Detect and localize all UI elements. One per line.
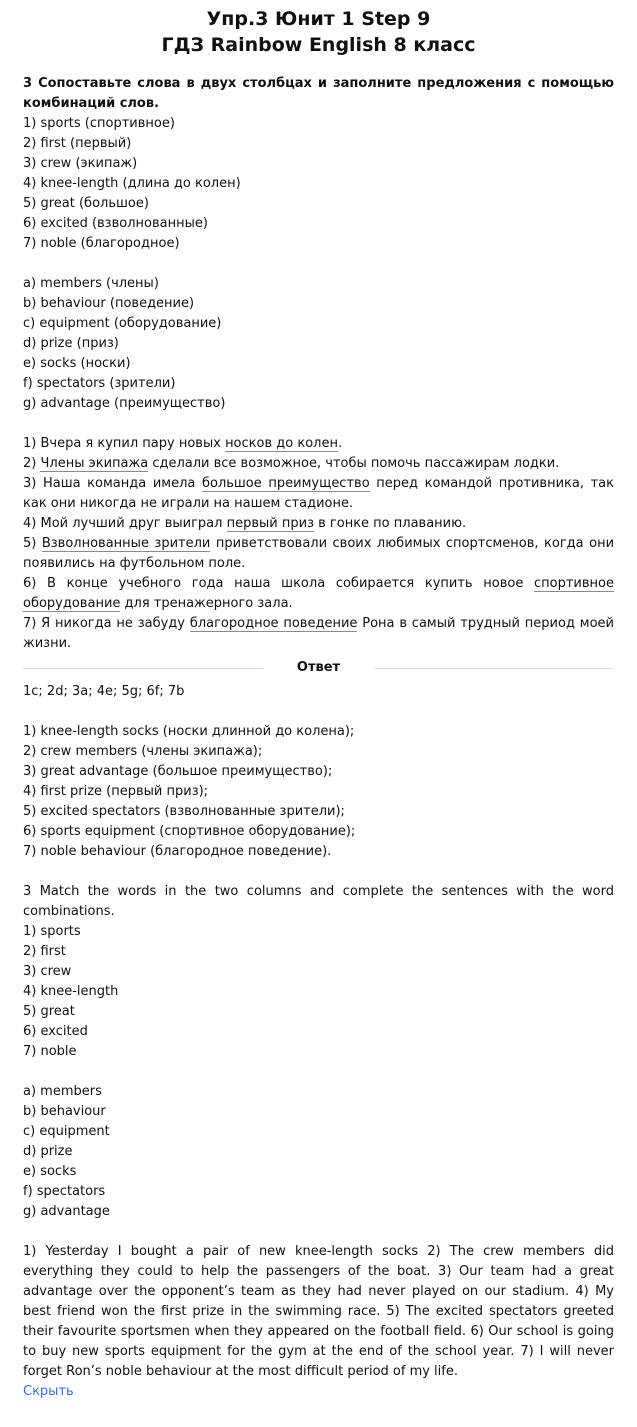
list-item: g) advantage <box>23 1204 110 1219</box>
list-item: 5) great (большое) <box>23 196 149 211</box>
list-item: 1) knee-length socks (носки длинной до колена); <box>23 724 355 739</box>
list-item: 1) sports <box>23 924 81 939</box>
sentence-6: 6) В конце учебного года наша школа собирается купить новое спортивное оборудование для тренажерного зала. <box>23 576 614 611</box>
word-column-2-ru <box>23 274 614 414</box>
list-item: d) prize <box>23 1144 73 1159</box>
page-title-line2: ГДЗ Rainbow English 8 класс <box>161 34 476 56</box>
list-item: 4) knee-length <box>23 984 119 999</box>
underlined-phrase: благородное поведение <box>189 616 358 631</box>
list-item: 3) great advantage (большое преимущество); <box>23 764 333 779</box>
word-column-1-en <box>23 922 614 1062</box>
sentence-2: 2) Члены экипажа сделали все возможное, чтобы помочь пассажирам лодки. <box>23 456 560 471</box>
task-heading-ru: 3 Сопоставьте слова в двух столбцах и заполните предложения с помощью комбинаций слов. <box>23 76 614 111</box>
list-item: 4) first prize (первый приз); <box>23 784 209 799</box>
underlined-phrase: Члены экипажа <box>40 456 149 471</box>
list-item: 3) crew <box>23 964 72 979</box>
list-item: 1) sports (спортивное) <box>23 116 175 131</box>
word-column-2-en <box>23 1082 614 1222</box>
list-item: 2) first (первый) <box>23 136 132 151</box>
list-item: e) socks (носки) <box>23 356 131 371</box>
answer-section <box>23 682 614 1402</box>
list-item: 7) noble (благородное) <box>23 236 180 251</box>
list-item: d) prize (приз) <box>23 336 119 351</box>
list-item: a) members <box>23 1084 102 1099</box>
list-item: f) spectators (зрители) <box>23 376 176 391</box>
underlined-phrase: спортивное оборудование <box>23 576 614 611</box>
answer-label: Ответ <box>296 660 341 675</box>
list-item: 2) crew members (члены экипажа); <box>23 744 263 759</box>
list-item: 6) excited (взволнованные) <box>23 216 208 231</box>
divider-line-left <box>23 668 263 669</box>
answer-divider <box>23 658 614 678</box>
page-header <box>23 6 614 58</box>
task-russian <box>23 74 614 654</box>
hide-answer-link[interactable]: Скрыть <box>23 1384 74 1399</box>
list-item: 7) noble behaviour (благородное поведение). <box>23 844 332 859</box>
sentence-1: 1) Вчера я купил пару новых носков до колен. <box>23 436 343 451</box>
sentence-4: 4) Мой лучший друг выиграл первый приз в гонке по плаванию. <box>23 516 467 531</box>
list-item: 5) great <box>23 1004 75 1019</box>
page-title-line1: Упр.3 Юнит 1 Step 9 <box>206 8 431 30</box>
list-item: 3) crew (экипаж) <box>23 156 138 171</box>
sentence-7: 7) Я никогда не забуду благородное поведение Рона в самый трудный период моей жизни. <box>23 616 614 651</box>
list-item: c) equipment <box>23 1124 110 1139</box>
sentence-5: 5) Взволнованные зрители приветствовали своих любимых спортсменов, когда они появились на футбольном поле. <box>23 536 615 571</box>
answer-combinations <box>23 722 614 862</box>
list-item: 5) excited spectators (взволнованные зрители); <box>23 804 345 819</box>
list-item: 2) first <box>23 944 66 959</box>
list-item: b) behaviour (поведение) <box>23 296 195 311</box>
word-column-1-ru <box>23 114 614 254</box>
list-item: 6) excited <box>23 1024 88 1039</box>
list-item: f) spectators <box>23 1184 106 1199</box>
list-item: b) behaviour <box>23 1104 106 1119</box>
sentences-ru <box>23 434 614 654</box>
divider-line-right <box>374 668 614 669</box>
list-item: a) members (члены) <box>23 276 159 291</box>
task-heading-en: 3 Match the words in the two columns and complete the sentences with the word combinations. <box>23 884 614 919</box>
list-item: c) equipment (оборудование) <box>23 316 222 331</box>
sentences-en-paragraph: 1) Yesterday I bought a pair of new knee-length socks 2) The crew members did everything they could to help the passengers of the boat. 3) Our team had a great advantage over the opponent’s team as they had never played on our stadium. 4) My best friend won the first prize in the swimming race. 5) The excited spectators greeted their favourite sportsmen when they appeared on the football field. 6) Our school is going to buy new sports equipment for the gym at the end of the school year. 7) I will never forget Ron’s noble behaviour at the most difficult period of my life. <box>23 1244 614 1379</box>
list-item: 6) sports equipment (спортивное оборудование); <box>23 824 356 839</box>
list-item: e) socks <box>23 1164 77 1179</box>
sentence-3: 3) Наша команда имела большое преимущество перед командой противника, так как они никогда не играли на нашем стадионе. <box>23 476 614 511</box>
underlined-phrase: Взволнованные зрители <box>41 536 211 551</box>
list-item: 7) noble <box>23 1044 77 1059</box>
answer-key: 1c; 2d; 3a; 4e; 5g; 6f; 7b <box>23 684 185 699</box>
underlined-phrase: большое преимущество <box>201 476 370 491</box>
underlined-phrase: носков до колен <box>225 436 338 451</box>
list-item: 4) knee-length (длина до колен) <box>23 176 241 191</box>
underlined-phrase: первый приз <box>226 516 314 531</box>
list-item: g) advantage (преимущество) <box>23 396 226 411</box>
